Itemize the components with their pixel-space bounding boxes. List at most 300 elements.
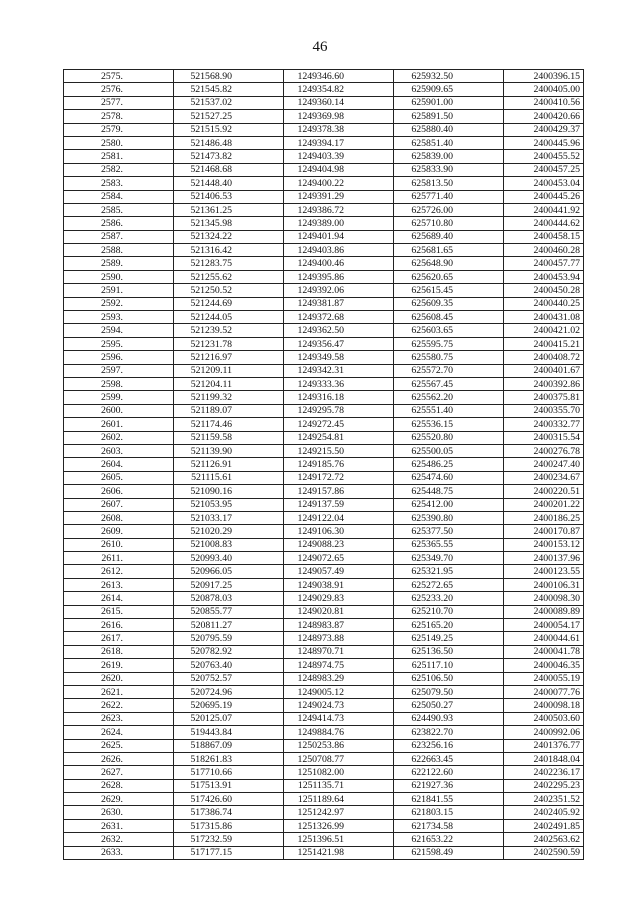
coord-y1-cell: 1249381.87 <box>284 297 394 310</box>
point-number-cell: 2629. <box>64 793 174 806</box>
coord-y1-cell: 1251326.99 <box>284 819 394 832</box>
coord-x1-cell: 521239.52 <box>174 324 284 337</box>
point-number-cell: 2582. <box>64 163 174 176</box>
point-number-cell: 2611. <box>64 552 174 565</box>
coord-y2-cell: 2400396.15 <box>504 70 584 83</box>
coord-y1-cell: 1249295.78 <box>284 404 394 417</box>
table-row <box>64 685 584 698</box>
coord-x2-cell: 622663.45 <box>394 752 504 765</box>
table-row <box>64 136 584 149</box>
coord-y2-cell: 2402563.62 <box>504 833 584 846</box>
coord-x1-cell: 520782.92 <box>174 645 284 658</box>
point-number-cell: 2604. <box>64 458 174 471</box>
table-row <box>64 311 584 324</box>
table-row <box>64 391 584 404</box>
coord-y2-cell: 2400420.66 <box>504 110 584 123</box>
coord-x2-cell: 625377.50 <box>394 525 504 538</box>
coord-y1-cell: 1249072.65 <box>284 552 394 565</box>
coord-y1-cell: 1249395.86 <box>284 270 394 283</box>
point-number-cell: 2628. <box>64 779 174 792</box>
table-row <box>64 257 584 270</box>
point-number-cell: 2579. <box>64 123 174 136</box>
coord-x1-cell: 520752.57 <box>174 672 284 685</box>
table-row <box>64 806 584 819</box>
coord-y2-cell: 2400375.81 <box>504 391 584 404</box>
coord-y1-cell: 1251396.51 <box>284 833 394 846</box>
table-row <box>64 712 584 725</box>
table-row <box>64 337 584 350</box>
coord-x1-cell: 521468.68 <box>174 163 284 176</box>
point-number-cell: 2631. <box>64 819 174 832</box>
coord-y2-cell: 2400332.77 <box>504 418 584 431</box>
coord-x2-cell: 625365.55 <box>394 538 504 551</box>
coord-x1-cell: 520724.96 <box>174 685 284 698</box>
table-row <box>64 163 584 176</box>
coord-y2-cell: 2401848.04 <box>504 752 584 765</box>
coord-x2-cell: 625609.35 <box>394 297 504 310</box>
point-number-cell: 2593. <box>64 311 174 324</box>
coord-x2-cell: 625909.65 <box>394 83 504 96</box>
coord-x1-cell: 517426.60 <box>174 793 284 806</box>
coord-y2-cell: 2400992.06 <box>504 726 584 739</box>
table-row <box>64 404 584 417</box>
coord-x2-cell: 625106.50 <box>394 672 504 685</box>
point-number-cell: 2624. <box>64 726 174 739</box>
coord-y1-cell: 1249106.30 <box>284 525 394 538</box>
coord-y1-cell: 1249391.29 <box>284 190 394 203</box>
coord-x1-cell: 521537.02 <box>174 96 284 109</box>
coord-y1-cell: 1249349.58 <box>284 351 394 364</box>
table-row <box>64 779 584 792</box>
point-number-cell: 2630. <box>64 806 174 819</box>
coord-x2-cell: 625210.70 <box>394 605 504 618</box>
coord-x2-cell: 625390.80 <box>394 511 504 524</box>
coord-x1-cell: 517315.86 <box>174 819 284 832</box>
page-number: 46 <box>312 39 328 55</box>
coord-x2-cell: 625851.40 <box>394 136 504 149</box>
table-row <box>64 645 584 658</box>
coord-x2-cell: 625500.05 <box>394 444 504 457</box>
coord-x1-cell: 521244.05 <box>174 311 284 324</box>
coordinates-table <box>63 69 584 860</box>
coord-x2-cell: 625726.00 <box>394 203 504 216</box>
coord-x1-cell: 520966.05 <box>174 565 284 578</box>
coord-x2-cell: 625567.45 <box>394 377 504 390</box>
table-row <box>64 766 584 779</box>
coord-y2-cell: 2400276.78 <box>504 444 584 457</box>
coord-x1-cell: 521448.40 <box>174 177 284 190</box>
coord-x1-cell: 521199.32 <box>174 391 284 404</box>
coord-x2-cell: 623822.70 <box>394 726 504 739</box>
coord-y2-cell: 2400201.22 <box>504 498 584 511</box>
coord-x2-cell: 625932.50 <box>394 70 504 83</box>
coord-x1-cell: 520763.40 <box>174 659 284 672</box>
point-number-cell: 2621. <box>64 685 174 698</box>
point-number-cell: 2598. <box>64 377 174 390</box>
table-row <box>64 672 584 685</box>
point-number-cell: 2608. <box>64 511 174 524</box>
coord-x2-cell: 621598.49 <box>394 846 504 859</box>
table-row <box>64 793 584 806</box>
coord-y1-cell: 1249884.76 <box>284 726 394 739</box>
table-row <box>64 819 584 832</box>
coord-x1-cell: 521406.53 <box>174 190 284 203</box>
coord-x2-cell: 625562.20 <box>394 391 504 404</box>
coord-y1-cell: 1249372.68 <box>284 311 394 324</box>
coord-x1-cell: 517232.59 <box>174 833 284 846</box>
coord-x2-cell: 621841.55 <box>394 793 504 806</box>
coord-x2-cell: 624490.93 <box>394 712 504 725</box>
coord-y1-cell: 1248983.29 <box>284 672 394 685</box>
coord-y1-cell: 1249360.14 <box>284 96 394 109</box>
coord-x1-cell: 521189.07 <box>174 404 284 417</box>
table-row <box>64 605 584 618</box>
coord-y1-cell: 1249378.38 <box>284 123 394 136</box>
coord-x2-cell: 625349.70 <box>394 552 504 565</box>
table-row <box>64 96 584 109</box>
point-number-cell: 2589. <box>64 257 174 270</box>
point-number-cell: 2607. <box>64 498 174 511</box>
point-number-cell: 2592. <box>64 297 174 310</box>
table-row <box>64 284 584 297</box>
coord-y2-cell: 2400408.72 <box>504 351 584 364</box>
coord-y1-cell: 1249403.39 <box>284 150 394 163</box>
coord-y2-cell: 2400123.55 <box>504 565 584 578</box>
coord-x1-cell: 518867.09 <box>174 739 284 752</box>
coord-x1-cell: 520811.27 <box>174 619 284 632</box>
coord-x1-cell: 521515.92 <box>174 123 284 136</box>
coord-y1-cell: 1251135.71 <box>284 779 394 792</box>
coord-y1-cell: 1249316.18 <box>284 391 394 404</box>
coord-x1-cell: 517386.74 <box>174 806 284 819</box>
coord-y2-cell: 2402295.23 <box>504 779 584 792</box>
table-row <box>64 110 584 123</box>
table-row <box>64 123 584 136</box>
coord-y1-cell: 1249354.82 <box>284 83 394 96</box>
point-number-cell: 2595. <box>64 337 174 350</box>
coord-y2-cell: 2400410.56 <box>504 96 584 109</box>
coord-x2-cell: 625833.90 <box>394 163 504 176</box>
coord-y1-cell: 1248974.75 <box>284 659 394 672</box>
coord-y2-cell: 2402405.92 <box>504 806 584 819</box>
point-number-cell: 2575. <box>64 70 174 83</box>
coord-y1-cell: 1249362.50 <box>284 324 394 337</box>
table-row <box>64 619 584 632</box>
coord-y2-cell: 2400186.25 <box>504 511 584 524</box>
point-number-cell: 2619. <box>64 659 174 672</box>
table-row <box>64 592 584 605</box>
coord-y2-cell: 2400392.86 <box>504 377 584 390</box>
coord-y1-cell: 1249400.22 <box>284 177 394 190</box>
point-number-cell: 2617. <box>64 632 174 645</box>
coord-x1-cell: 521250.52 <box>174 284 284 297</box>
point-number-cell: 2615. <box>64 605 174 618</box>
coord-x1-cell: 520695.19 <box>174 699 284 712</box>
coord-x1-cell: 521008.83 <box>174 538 284 551</box>
coord-y1-cell: 1251421.98 <box>284 846 394 859</box>
coord-x2-cell: 625689.40 <box>394 230 504 243</box>
table-row <box>64 632 584 645</box>
coord-y2-cell: 2400077.76 <box>504 685 584 698</box>
coord-x2-cell: 625412.00 <box>394 498 504 511</box>
table-row <box>64 739 584 752</box>
coord-y2-cell: 2400503.60 <box>504 712 584 725</box>
coord-y2-cell: 2400453.04 <box>504 177 584 190</box>
coord-y2-cell: 2400457.77 <box>504 257 584 270</box>
table-row <box>64 846 584 859</box>
point-number-cell: 2605. <box>64 471 174 484</box>
coord-x1-cell: 520993.40 <box>174 552 284 565</box>
coord-x2-cell: 625839.00 <box>394 150 504 163</box>
coord-y1-cell: 1249215.50 <box>284 444 394 457</box>
coord-x1-cell: 517177.15 <box>174 846 284 859</box>
coord-y1-cell: 1250708.77 <box>284 752 394 765</box>
coord-y1-cell: 1249342.31 <box>284 364 394 377</box>
coord-y1-cell: 1249392.06 <box>284 284 394 297</box>
coord-y2-cell: 2400453.94 <box>504 270 584 283</box>
table-row <box>64 70 584 83</box>
coord-x2-cell: 625901.00 <box>394 96 504 109</box>
coord-y1-cell: 1249122.04 <box>284 511 394 524</box>
coord-y2-cell: 2400429.37 <box>504 123 584 136</box>
coord-y1-cell: 1251242.97 <box>284 806 394 819</box>
coord-y1-cell: 1249333.36 <box>284 377 394 390</box>
coord-x1-cell: 521174.46 <box>174 418 284 431</box>
coord-x1-cell: 517710.66 <box>174 766 284 779</box>
coord-y1-cell: 1249414.73 <box>284 712 394 725</box>
coord-x1-cell: 521204.11 <box>174 377 284 390</box>
point-number-cell: 2632. <box>64 833 174 846</box>
table-row <box>64 364 584 377</box>
coord-x2-cell: 625648.90 <box>394 257 504 270</box>
coord-x2-cell: 621734.58 <box>394 819 504 832</box>
coord-y2-cell: 2400457.25 <box>504 163 584 176</box>
coord-x1-cell: 518261.83 <box>174 752 284 765</box>
coord-y2-cell: 2400458.15 <box>504 230 584 243</box>
coord-y2-cell: 2400044.61 <box>504 632 584 645</box>
coord-y2-cell: 2400401.67 <box>504 364 584 377</box>
table-row <box>64 418 584 431</box>
table-row <box>64 230 584 243</box>
coord-y1-cell: 1251082.00 <box>284 766 394 779</box>
coord-y1-cell: 1249386.72 <box>284 203 394 216</box>
table-row <box>64 270 584 283</box>
coord-x1-cell: 521486.48 <box>174 136 284 149</box>
point-number-cell: 2623. <box>64 712 174 725</box>
coordinates-table-body <box>64 70 584 860</box>
coord-x1-cell: 521473.82 <box>174 150 284 163</box>
point-number-cell: 2626. <box>64 752 174 765</box>
table-row <box>64 431 584 444</box>
coord-y1-cell: 1248973.88 <box>284 632 394 645</box>
coord-x2-cell: 625149.25 <box>394 632 504 645</box>
point-number-cell: 2620. <box>64 672 174 685</box>
coord-x2-cell: 625536.15 <box>394 418 504 431</box>
coord-y2-cell: 2400444.62 <box>504 217 584 230</box>
coord-y2-cell: 2402351.52 <box>504 793 584 806</box>
coord-y1-cell: 1249185.76 <box>284 458 394 471</box>
table-row <box>64 699 584 712</box>
point-number-cell: 2597. <box>64 364 174 377</box>
table-row <box>64 538 584 551</box>
point-number-cell: 2581. <box>64 150 174 163</box>
coord-y1-cell: 1249029.83 <box>284 592 394 605</box>
coord-x2-cell: 625321.95 <box>394 565 504 578</box>
table-row <box>64 377 584 390</box>
coord-x2-cell: 625595.75 <box>394 337 504 350</box>
coord-y2-cell: 2400445.96 <box>504 136 584 149</box>
coord-y2-cell: 2400450.28 <box>504 284 584 297</box>
coord-x2-cell: 621803.15 <box>394 806 504 819</box>
coord-x1-cell: 521527.25 <box>174 110 284 123</box>
table-row <box>64 659 584 672</box>
point-number-cell: 2590. <box>64 270 174 283</box>
coord-x1-cell: 521053.95 <box>174 498 284 511</box>
coord-y1-cell: 1248970.71 <box>284 645 394 658</box>
point-number-cell: 2602. <box>64 431 174 444</box>
coord-y1-cell: 1249038.91 <box>284 578 394 591</box>
table-row <box>64 578 584 591</box>
coord-y1-cell: 1249389.00 <box>284 217 394 230</box>
coord-x2-cell: 621927.36 <box>394 779 504 792</box>
coord-y1-cell: 1249369.98 <box>284 110 394 123</box>
coord-x2-cell: 625165.20 <box>394 619 504 632</box>
coord-y1-cell: 1249172.72 <box>284 471 394 484</box>
point-number-cell: 2625. <box>64 739 174 752</box>
coord-y1-cell: 1249272.45 <box>284 418 394 431</box>
coord-y2-cell: 2400431.08 <box>504 311 584 324</box>
table-row <box>64 726 584 739</box>
coord-y1-cell: 1249346.60 <box>284 70 394 83</box>
coord-y2-cell: 2400089.89 <box>504 605 584 618</box>
coord-y2-cell: 2400234.67 <box>504 471 584 484</box>
coord-y2-cell: 2400440.25 <box>504 297 584 310</box>
coord-x2-cell: 625050.27 <box>394 699 504 712</box>
coord-x1-cell: 521216.97 <box>174 351 284 364</box>
point-number-cell: 2601. <box>64 418 174 431</box>
point-number-cell: 2609. <box>64 525 174 538</box>
table-row <box>64 498 584 511</box>
coord-x2-cell: 625474.60 <box>394 471 504 484</box>
coord-x1-cell: 521159.58 <box>174 431 284 444</box>
coord-x1-cell: 521033.17 <box>174 511 284 524</box>
coord-y1-cell: 1250253.86 <box>284 739 394 752</box>
coord-y1-cell: 1249137.59 <box>284 498 394 511</box>
point-number-cell: 2586. <box>64 217 174 230</box>
table-row <box>64 203 584 216</box>
coord-y1-cell: 1249088.23 <box>284 538 394 551</box>
coord-y2-cell: 2401376.77 <box>504 739 584 752</box>
coord-y2-cell: 2400153.12 <box>504 538 584 551</box>
coord-x1-cell: 521324.22 <box>174 230 284 243</box>
coord-x1-cell: 517513.91 <box>174 779 284 792</box>
coord-y2-cell: 2400137.96 <box>504 552 584 565</box>
coord-x2-cell: 625572.70 <box>394 364 504 377</box>
coord-y2-cell: 2400106.31 <box>504 578 584 591</box>
coord-x2-cell: 625079.50 <box>394 685 504 698</box>
point-number-cell: 2606. <box>64 485 174 498</box>
coord-x1-cell: 521209.11 <box>174 364 284 377</box>
coord-y2-cell: 2400098.18 <box>504 699 584 712</box>
table-row <box>64 177 584 190</box>
coord-x2-cell: 625891.50 <box>394 110 504 123</box>
table-row <box>64 525 584 538</box>
coord-y2-cell: 2400315.54 <box>504 431 584 444</box>
point-number-cell: 2616. <box>64 619 174 632</box>
coord-y1-cell: 1249400.46 <box>284 257 394 270</box>
table-row <box>64 324 584 337</box>
point-number-cell: 2594. <box>64 324 174 337</box>
coord-y1-cell: 1249404.98 <box>284 163 394 176</box>
coord-x2-cell: 625880.40 <box>394 123 504 136</box>
coord-x2-cell: 625681.65 <box>394 244 504 257</box>
table-row <box>64 444 584 457</box>
coord-x2-cell: 621653.22 <box>394 833 504 846</box>
coord-x1-cell: 521115.61 <box>174 471 284 484</box>
coord-y1-cell: 1249403.86 <box>284 244 394 257</box>
coord-y2-cell: 2400054.17 <box>504 619 584 632</box>
coord-x1-cell: 520795.59 <box>174 632 284 645</box>
table-row <box>64 244 584 257</box>
coord-y1-cell: 1249157.86 <box>284 485 394 498</box>
coord-x1-cell: 521126.91 <box>174 458 284 471</box>
point-number-cell: 2596. <box>64 351 174 364</box>
table-row <box>64 752 584 765</box>
point-number-cell: 2583. <box>64 177 174 190</box>
coord-x1-cell: 521316.42 <box>174 244 284 257</box>
coord-y2-cell: 2400421.02 <box>504 324 584 337</box>
point-number-cell: 2618. <box>64 645 174 658</box>
coord-y2-cell: 2400046.35 <box>504 659 584 672</box>
coord-x2-cell: 622122.60 <box>394 766 504 779</box>
coord-y2-cell: 2400220.51 <box>504 485 584 498</box>
point-number-cell: 2627. <box>64 766 174 779</box>
point-number-cell: 2622. <box>64 699 174 712</box>
coord-y1-cell: 1248983.87 <box>284 619 394 632</box>
point-number-cell: 2577. <box>64 96 174 109</box>
coord-y2-cell: 2400170.87 <box>504 525 584 538</box>
coord-x2-cell: 625580.75 <box>394 351 504 364</box>
point-number-cell: 2587. <box>64 230 174 243</box>
coord-x2-cell: 625520.80 <box>394 431 504 444</box>
point-number-cell: 2585. <box>64 203 174 216</box>
coord-x1-cell: 521283.75 <box>174 257 284 270</box>
coord-x2-cell: 625620.65 <box>394 270 504 283</box>
coord-y2-cell: 2400247.40 <box>504 458 584 471</box>
coord-x1-cell: 521090.16 <box>174 485 284 498</box>
coord-x2-cell: 625448.75 <box>394 485 504 498</box>
coord-y2-cell: 2400415.21 <box>504 337 584 350</box>
table-row <box>64 217 584 230</box>
point-number-cell: 2580. <box>64 136 174 149</box>
coord-y2-cell: 2402491.85 <box>504 819 584 832</box>
table-row <box>64 351 584 364</box>
coord-x2-cell: 625551.40 <box>394 404 504 417</box>
coord-x1-cell: 520125.07 <box>174 712 284 725</box>
coord-x2-cell: 625615.45 <box>394 284 504 297</box>
table-row <box>64 833 584 846</box>
coord-x1-cell: 521361.25 <box>174 203 284 216</box>
point-number-cell: 2591. <box>64 284 174 297</box>
coord-x1-cell: 521020.29 <box>174 525 284 538</box>
coord-x2-cell: 625233.20 <box>394 592 504 605</box>
coord-x1-cell: 521231.78 <box>174 337 284 350</box>
coord-x2-cell: 625136.50 <box>394 645 504 658</box>
coord-y2-cell: 2400460.28 <box>504 244 584 257</box>
table-row <box>64 297 584 310</box>
coord-y2-cell: 2400455.52 <box>504 150 584 163</box>
coord-x2-cell: 625272.65 <box>394 578 504 591</box>
